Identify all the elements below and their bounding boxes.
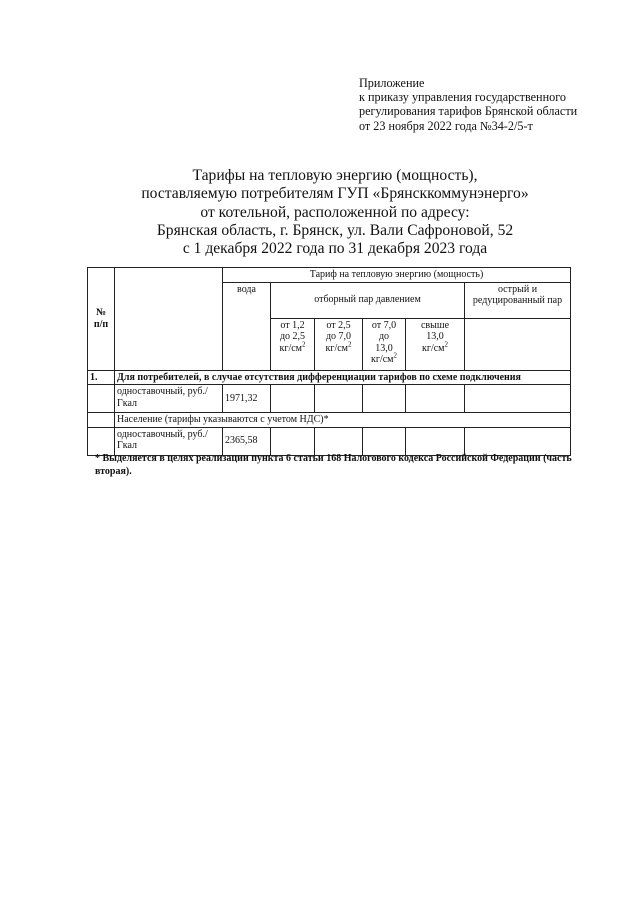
pressure-1-header: от 1,2 до 2,5 $кг/см^2$ bbox=[271, 318, 315, 370]
appendix-line: Приложение bbox=[359, 76, 425, 90]
title-line: от котельной, расположенной по адресу: bbox=[200, 203, 470, 221]
table-cell bbox=[88, 427, 115, 455]
title-line: с 1 декабря 2022 года по 31 декабря 2023 года bbox=[182, 240, 488, 258]
table-cell bbox=[363, 427, 406, 455]
table-cell bbox=[406, 385, 465, 413]
table-cell bbox=[465, 385, 571, 413]
table-cell bbox=[315, 385, 363, 413]
title-line: Брянская область, г. Брянск, ул. Вали Сафроновой, 52 bbox=[156, 221, 514, 239]
column-number-header: № п/п bbox=[88, 268, 115, 371]
table-cell bbox=[271, 385, 315, 413]
column-label-header bbox=[115, 268, 223, 371]
table-cell bbox=[315, 427, 363, 455]
section-label: Для потребителей, в случае отсутствия дифференциации тарифов по схеме подключения bbox=[115, 370, 571, 385]
pressure-2-header: от 2,5 до 7,0 $кг/см^2$ bbox=[315, 318, 363, 370]
row2-label: одноставочный, руб./Гкал bbox=[115, 427, 223, 455]
pressure-4-header: свыше 13,0 $кг/см^2$ bbox=[406, 318, 465, 370]
table-cell bbox=[88, 413, 115, 428]
table-cell bbox=[88, 385, 115, 413]
table-cell bbox=[271, 427, 315, 455]
appendix-line: регулирования тарифов Брянской области bbox=[359, 104, 578, 119]
table-cell bbox=[406, 427, 465, 455]
document-title bbox=[0, 167, 640, 258]
row2-water-value: 2365,58 bbox=[223, 427, 271, 455]
table-cell bbox=[465, 427, 571, 455]
steam-pressure-header: отборный пар давлением bbox=[271, 282, 465, 318]
title-line: поставляемую потребителям ГУП «Брянсккоммунэнерго» bbox=[141, 185, 529, 203]
row1-label: одноставочный, руб./Гкал bbox=[115, 385, 223, 413]
water-header: вода bbox=[223, 282, 271, 370]
section-number: 1. bbox=[88, 370, 115, 385]
tariff-table bbox=[87, 267, 571, 456]
footnote: * Выделяется в целях реализации пункта 6 статьи 168 Налогового кодекса Российской Федерации (часть вторая). bbox=[95, 453, 572, 477]
pressure-3-header: от 7,0 до 13,0 $кг/см^2$ bbox=[363, 318, 406, 370]
row1-water-value: 1971,32 bbox=[223, 385, 271, 413]
appendix-header bbox=[359, 76, 577, 133]
title-line: Тарифы на тепловую энергию (мощность), bbox=[192, 167, 478, 184]
sharp-steam-empty bbox=[465, 318, 571, 370]
appendix-line: к приказу управления государственного bbox=[359, 90, 566, 105]
appendix-line: от 23 ноября 2022 года №34-2/5-т bbox=[359, 118, 533, 133]
table-cell bbox=[363, 385, 406, 413]
population-label: Население (тарифы указываются с учетом НДС)* bbox=[115, 413, 571, 428]
tariff-header: Тариф на тепловую энергию (мощность) bbox=[223, 268, 571, 283]
sharp-steam-header: острый и редуцированный пар bbox=[465, 282, 571, 318]
